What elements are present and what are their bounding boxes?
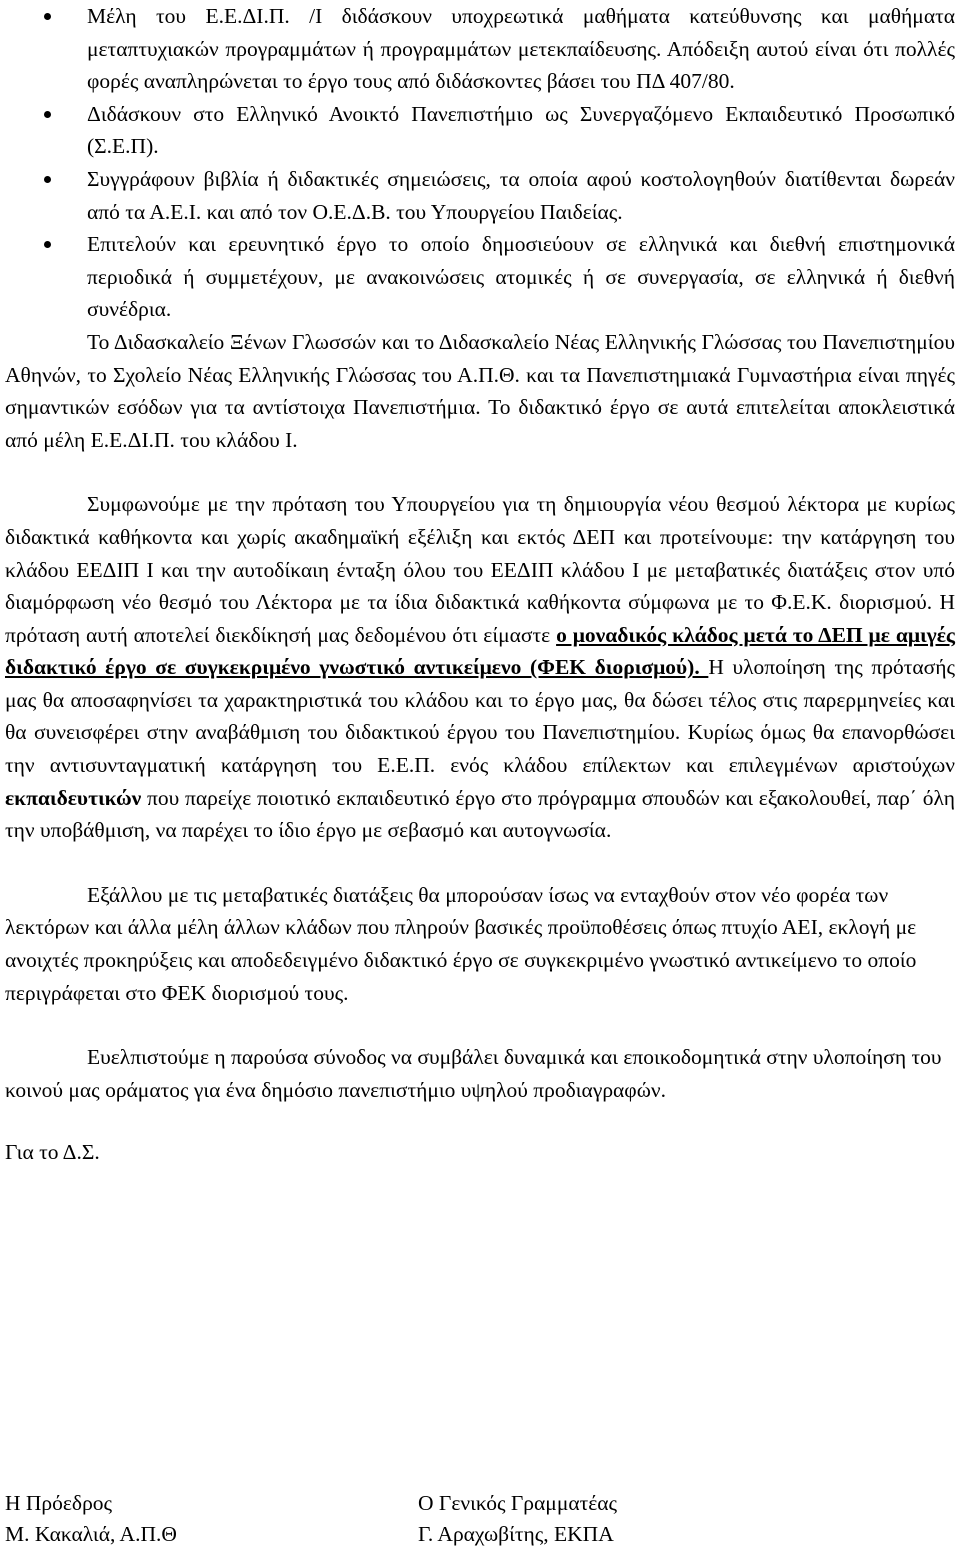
paragraph-exallou: Εξάλλου με τις μεταβατικές διατάξεις θα μπορούσαν ίσως να ενταχθούν στον νέο φορέα των λεκτόρων και άλλα μέλη άλλων κλάδων που πληρούν βασικές προϋποθέσεις όπως πτυχίο ΑΕΙ, εκλογή με ανοιχτές προκηρύξεις και αποδεδειγμένο διδακτικό έργο σε συγκεκριμένο γνωστικό αντικείμενο το οποίο περιγράφεται στο ΦΕΚ διορισμού τους.: [5, 882, 917, 1005]
paragraph-text: Συμφωνούμε με την πρόταση του Υπουργείου για τη δημιουργία νέου θεσμού λέκτορα με κυρίως διδακτικά καθήκοντα και χωρίς ακαδημαϊκή εξέλιξη και εκτός ΔΕΠ και προτείνουμε: την κατάργηση του κλάδου ΕΕΔΙΠ Ι και την αυτοδίκαιη ένταξη όλου του ΕΕΔΙΠ κλάδου Ι με μεταβατικές διατάξεις στον υπό διαμόρφωση νέο θεσμό του Λέκτορα με τα ίδια διδακτικά καθήκοντα σύμφωνα με το Φ.Ε.Κ. διορισμού. Η πρόταση αυτή αποτελεί διεκδίκησή μας δεδομένου ότι είμαστε: [5, 492, 955, 647]
list-item: [5, 163, 955, 228]
list-item: [5, 228, 955, 326]
bullet-icon: [44, 241, 51, 248]
paragraph-text: που παρείχε ποιοτικό εκπαιδευτικό έργο στο πρόγραμμα σπουδών και εξακολουθεί, παρ΄ όλη την υποβάθμιση, να παρέχει το ίδιο έργο με σεβασμό και αυτογνωσία.: [5, 785, 955, 843]
signature-title: Η Πρόεδρος: [5, 1491, 113, 1515]
bold-text: εκπαιδευτικών: [5, 785, 142, 810]
signature-left: [5, 1488, 177, 1550]
signature-title: Ο Γενικός Γραμματέας: [418, 1491, 618, 1515]
bullet-text: Διδάσκουν στο Ελληνικό Ανοικτό Πανεπιστήμιο ως Συνεργαζόμενο Εκπαιδευτικό Προσωπικό (Σ.Ε.Π).: [87, 101, 955, 159]
bullet-list: [5, 0, 955, 326]
signature-right: [418, 1488, 617, 1550]
emphasis-text: ο μοναδικός κλάδος μετά το ΔΕΠ με αμιγές διδακτικό έργο σε συγκεκριμένο γνωστικό αντικείμενο (ΦΕΚ διορισμού).: [5, 622, 955, 680]
bullet-text: Επιτελούν και ερευνητικό έργο το οποίο δημοσιεύουν σε ελληνικά και διεθνή επιστημονικά περιοδικά ή συμμετέχουν, με ανακοινώσεις ατομικές ή σε συνεργασία, σε ελληνικά ή διεθνή συνέδρια.: [87, 232, 955, 322]
document-page: [5, 0, 955, 1169]
bullet-icon: [44, 13, 51, 20]
paragraph-text: Η υλοποίηση της πρότασής μας θα αποσαφηνίσει τα χαρακτηριστικά του κλάδου και το έργο μας, θα δώσει τέλος στις παρερμηνείες και θα συνεισφέρει στην αναβάθμιση του διδακτικού έργου του Πανεπιστημίου. Κυρίως όμως θα επανορθώσει την αντισυνταγματική κατάργηση του Ε.Ε.Π. ενός κλάδου επίλεκτων και επιλεγμένων αριστούχων: [5, 655, 956, 778]
list-item: [5, 0, 955, 98]
list-item: [5, 98, 955, 163]
bullet-icon: [44, 176, 51, 183]
bullet-icon: [44, 111, 51, 118]
bullet-text: Μέλη του Ε.Ε.ΔΙ.Π. /Ι διδάσκουν υποχρεωτικά μαθήματα κατεύθυνσης και μαθήματα μεταπτυχιακών προγραμμάτων ή προγραμμάτων μετεκπαίδευσης. Απόδειξη αυτού είναι ότι πολλές φορές αναπληρώνεται το έργο τους από διδάσκοντες βάσει του ΠΔ 407/80.: [87, 4, 955, 94]
closing-line: Για το Δ.Σ.: [5, 1140, 100, 1165]
signature-name: Μ. Κακαλιά, Α.Π.Θ: [5, 1522, 177, 1546]
paragraph-elpizoume: Ευελπιστούμε η παρούσα σύνοδος να συμβάλει δυναμικά και εποικοδομητικά στην υλοποίηση του κοινού μας οράματος για ένα δημόσιο πανεπιστήμιο υψηλού προδιαγραφών.: [5, 1045, 942, 1102]
paragraph-didaskaleio: Το Διδασκαλείο Ξένων Γλωσσών και το Διδασκαλείο Νέας Ελληνικής Γλώσσας του Πανεπιστημίου Αθηνών, το Σχολείο Νέας Ελληνικής Γλώσσας του Α.Π.Θ. και τα Πανεπιστημιακά Γυμναστήρια είναι πηγές σημαντικών εσόδων για τα αντίστοιχα Πανεπιστήμια. Το διδακτικό έργο σε αυτά επιτελείται αποκλειστικά από μέλη Ε.Ε.ΔΙ.Π. του κλάδου Ι.: [5, 329, 955, 452]
bullet-text: Συγγράφουν βιβλία ή διδακτικές σημειώσεις, τα οποία αφού κοστολογηθούν διατίθενται δωρεάν από τα Α.Ε.Ι. και από τον Ο.Ε.Δ.Β. του Υπουργείου Παιδείας.: [87, 166, 955, 224]
signature-name: Γ. Αραχωβίτης, ΕΚΠΑ: [418, 1522, 614, 1546]
paragraph-symfonoume: [5, 488, 955, 847]
